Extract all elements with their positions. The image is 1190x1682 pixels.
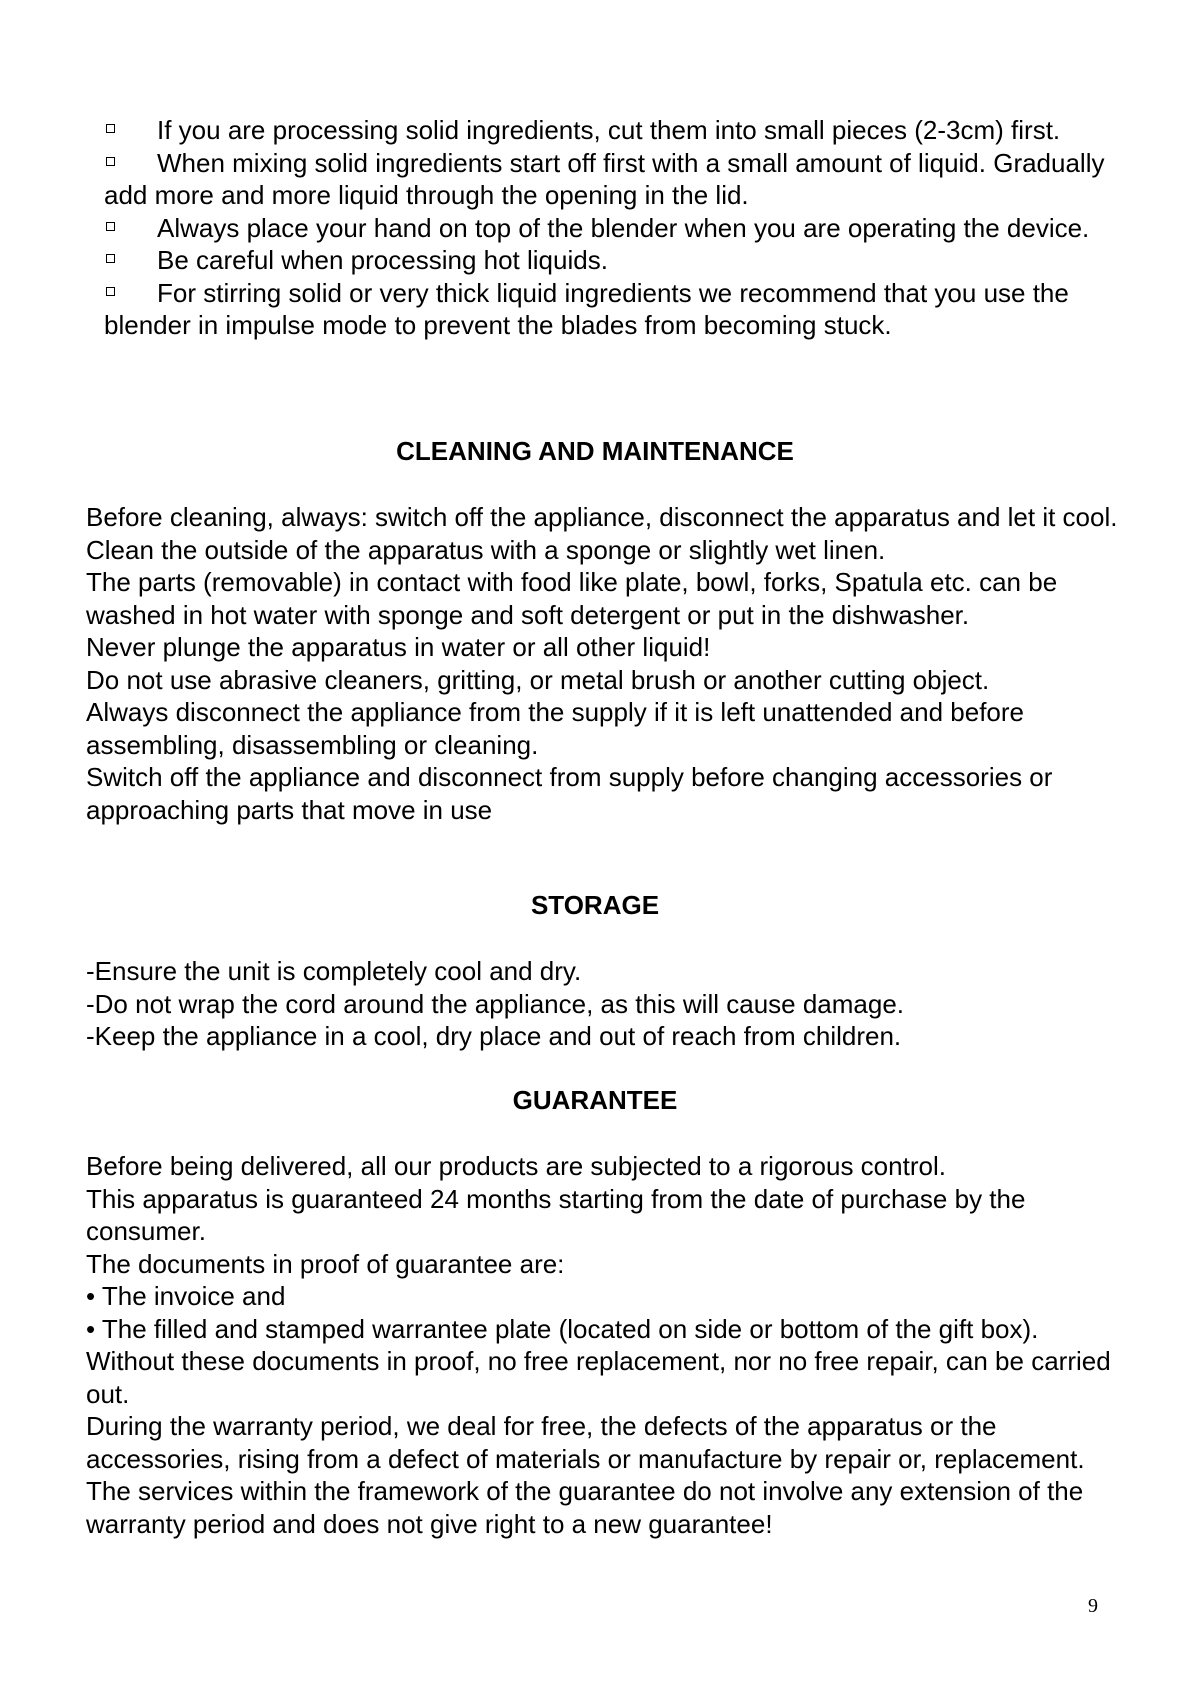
square-bullet-icon (106, 124, 115, 133)
square-bullet-icon (106, 222, 115, 231)
usage-tip: For stirring solid or very thick liquid ingredients we recommend that you use the blender in impulse mode to prevent the blades from becoming stuck. (104, 277, 1069, 340)
cleaning-paragraph: Before cleaning, always: switch off the appliance, disconnect the apparatus and let it cool. (86, 502, 1118, 532)
usage-tip: When mixing solid ingredients start off first with a small amount of liquid. Gradually add more and more liquid through the opening in the lid. (104, 147, 1105, 210)
square-bullet-icon (106, 254, 115, 263)
storage-heading: STORAGE (530, 890, 660, 920)
cleaning-paragraph: Switch off the appliance and disconnect from supply before changing accessories or approaching parts that move in use (86, 762, 1053, 825)
guarantee-paragraph: During the warranty period, we deal for free, the defects of the apparatus or the accessories, rising from a defect of materials or manufacture by repair or, replacement. The services within the framework of the guarantee do not involve any extension of the warranty period and does not give right to a new guarantee! (86, 1411, 1085, 1539)
usage-tips-list (104, 114, 1114, 342)
cleaning-section (86, 501, 1126, 826)
usage-tip: Always place your hand on top of the blender when you are operating the device. (104, 212, 1114, 245)
usage-tip: If you are processing solid ingredients, cut them into small pieces (2-3cm) first. (104, 114, 1114, 147)
cleaning-paragraph: Never plunge the apparatus in water or all other liquid! (86, 632, 711, 662)
guarantee-paragraph: • The filled and stamped warrantee plate (located on side or bottom of the gift box). Without these documents in proof, no free replacement, nor no free repair, can be carried out. (86, 1313, 1111, 1409)
square-bullet-icon (106, 287, 115, 296)
cleaning-paragraph: The parts (removable) in contact with food like plate, bowl, forks, Spatula etc. can be washed in hot water with sponge and soft detergent or put in the dishwasher. (86, 567, 1058, 630)
cleaning-heading: CLEANING AND MAINTENANCE (396, 436, 794, 466)
guarantee-paragraph: The documents in proof of guarantee are: (86, 1248, 565, 1279)
page-number: 9 (1088, 1595, 1098, 1617)
storage-line: -Ensure the unit is completely cool and dry. (86, 956, 582, 986)
guarantee-section (86, 1150, 1126, 1540)
cleaning-paragraph: Always disconnect the appliance from the supply if it is left unattended and before assembling, disassembling or cleaning. (86, 697, 1025, 760)
storage-section (86, 955, 1126, 1053)
guarantee-paragraph: • The invoice and (86, 1281, 286, 1311)
cleaning-paragraph: Do not use abrasive cleaners, gritting, or metal brush or another cutting object. (86, 664, 990, 695)
usage-tip: Be careful when processing hot liquids. (104, 244, 1114, 277)
cleaning-paragraph: Clean the outside of the apparatus with a sponge or slightly wet linen. (86, 534, 886, 565)
guarantee-paragraph: This apparatus is guaranteed 24 months starting from the date of purchase by the consumer. (86, 1183, 1026, 1246)
guarantee-paragraph: Before being delivered, all our products are subjected to a rigorous control. (86, 1151, 946, 1181)
guarantee-heading: GUARANTEE (512, 1085, 678, 1115)
storage-line: -Do not wrap the cord around the appliance, as this will cause damage. (86, 988, 905, 1019)
square-bullet-icon (106, 157, 115, 166)
storage-line: -Keep the appliance in a cool, dry place and out of reach from children. (86, 1021, 902, 1051)
